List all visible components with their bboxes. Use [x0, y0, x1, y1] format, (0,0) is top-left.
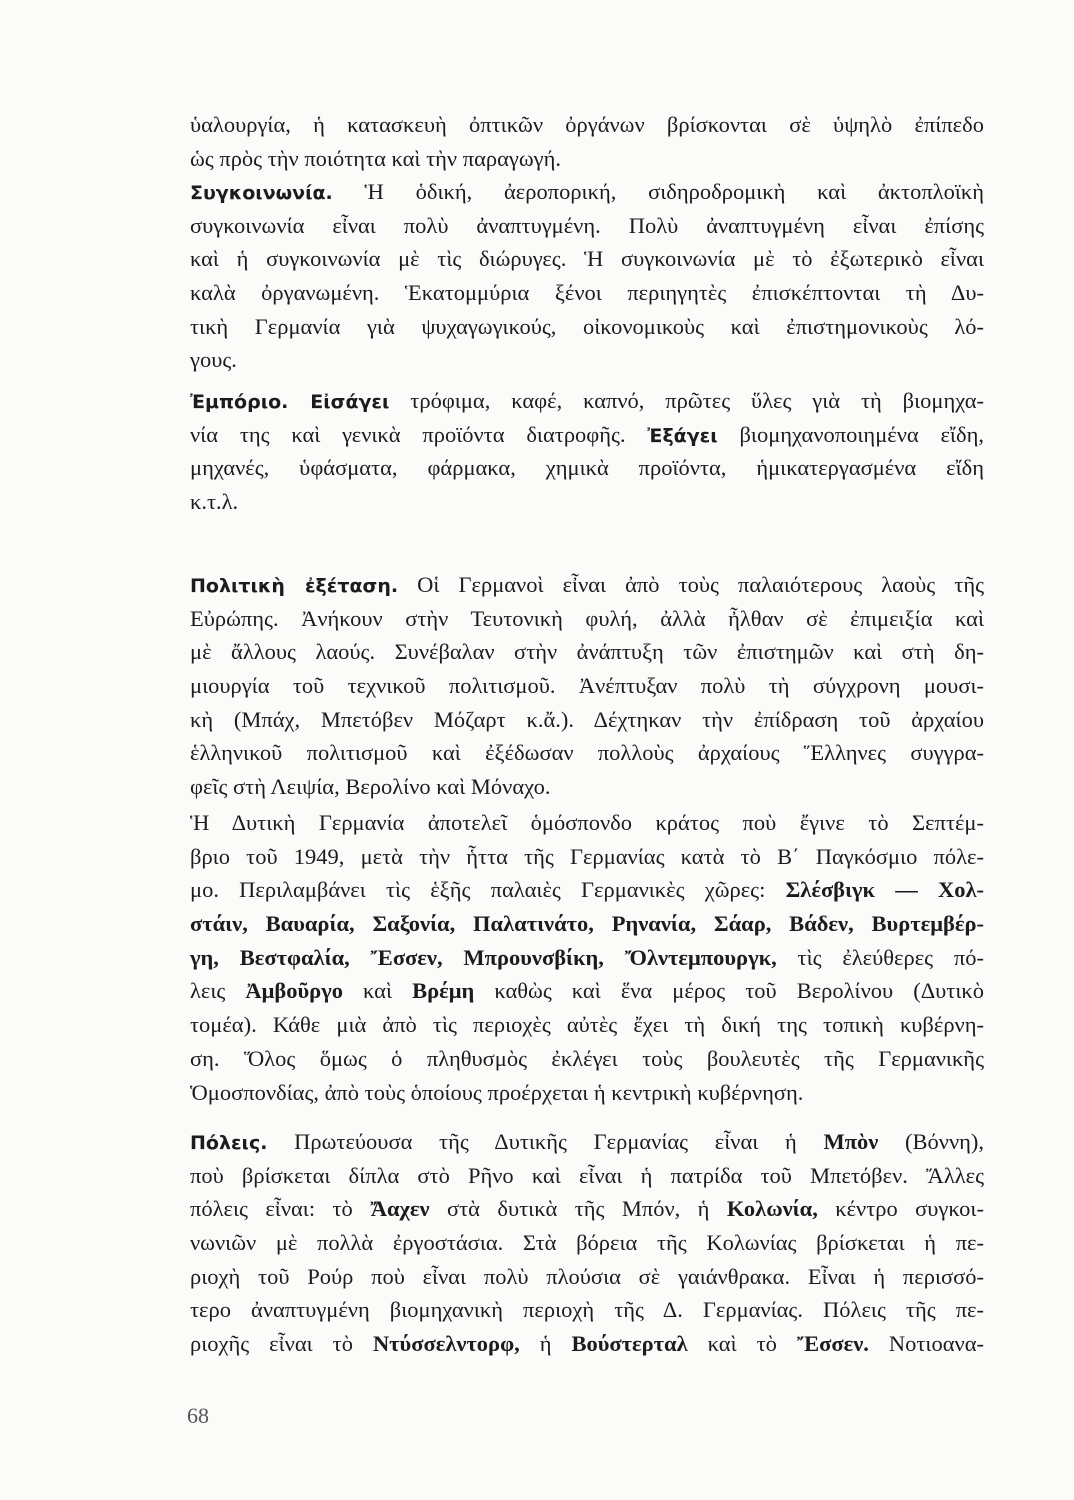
- text-line: [190, 974, 984, 1008]
- paragraph-transport: [190, 175, 984, 377]
- bold-term: στάιν, Βαυαρία, Σαξονία, Παλατινάτο, Ρηνανία, Σάαρ, Βάδεν, Βυρτεμβέρ-: [190, 911, 984, 937]
- paragraph-federal-state: [190, 806, 984, 1109]
- text-span: Νοτιοανα-: [868, 1331, 984, 1357]
- text-line: καλὰ ὀργανωμένη. Ἑκατομμύρια ξένοι περιηγητὲς ἐπισκέπτονται τὴ Δυ-: [190, 280, 984, 306]
- page-number: 68: [187, 1403, 209, 1428]
- text-line: νωνιῶν μὲ πολλὰ ἐργοστάσια. Στὰ βόρεια τῆς Κολωνίας βρίσκεται ἡ πε-: [190, 1230, 984, 1256]
- text-line: ὑαλουργία, ἡ κατασκευὴ ὀπτικῶν ὀργάνων βρίσκονται σὲ ὑψηλὸ ἐπίπεδο: [190, 112, 984, 137]
- bold-term: γη, Βεστφαλία, Ἔσσεν, Μπρουνσβίκη, Ὄλντεμπουργκ,: [190, 944, 777, 970]
- text-line: [190, 907, 984, 941]
- text-span: Ἡ ὁδική, ἀεροπορική, σιδηροδρομικὴ καὶ ἀκτοπλοϊκὴ: [332, 179, 984, 204]
- text-line: [190, 384, 984, 418]
- text-line: ποὺ βρίσκεται δίπλα στὸ Ρῆνο καὶ εἶναι ἡ πατρίδα τοῦ Μπετόβεν. Ἄλλες: [190, 1162, 984, 1188]
- bold-term: Εἰσάγει: [288, 391, 390, 413]
- section-heading-transport: Συγκοινωνία.: [190, 182, 333, 204]
- text-line: συγκοινωνία εἶναι πολὺ ἀναπτυγμένη. Πολὺ ἀναπτυγμένη εἶναι ἐπίσης: [190, 212, 984, 238]
- text-line: φεῖς στὴ Λειψία, Βερολίνο καὶ Μόναχο.: [190, 774, 551, 800]
- paragraph-intro-continuation: [190, 108, 984, 175]
- text-line: τομέα). Κάθε μιὰ ἀπὸ τὶς περιοχὲς αὐτὲς ἔχει τὴ δική της τοπικὴ κυβέρνη-: [190, 1012, 984, 1038]
- text-span: καθὼς καὶ ἕνα μέρος τοῦ Βερολίνου (Δυτικὸ: [474, 978, 984, 1004]
- text-line: ὡς πρὸς τὴν ποιότητα καὶ τὴν παραγωγή.: [190, 145, 561, 171]
- text-span: Πρωτεύουσα τῆς Δυτικῆς Γερμανίας εἶναι ἡ: [267, 1129, 824, 1154]
- bold-term: Σλέσβιγκ — Χολ-: [785, 877, 984, 903]
- paragraph-cities: [190, 1125, 984, 1361]
- text-span: τὶς ἐλεύθερες πό-: [776, 944, 984, 970]
- text-span: καὶ τὸ: [687, 1331, 797, 1357]
- text-span: Οἱ Γερμανοὶ εἶναι ἀπὸ τοὺς παλαιότερους λαοὺς τῆς: [398, 572, 984, 597]
- text-line: τερο ἀναπτυγμένη βιομηχανικὴ περιοχὴ τῆς Δ. Γερμανίας. Πόλεις τῆς πε-: [190, 1297, 984, 1323]
- bold-term: Ἔσσεν.: [796, 1331, 869, 1357]
- text-line: [190, 418, 984, 452]
- text-line: [190, 941, 984, 975]
- text-line: καὶ ἡ συγκοινωνία μὲ τὶς διώρυγες. Ἡ συγκοινωνία μὲ τὸ ἐξωτερικὸ εἶναι: [190, 246, 984, 272]
- section-heading-cities: Πόλεις.: [190, 1132, 268, 1154]
- section-heading-trade: Ἐμπόριο.: [190, 391, 289, 413]
- bold-term: Βούστερταλ: [571, 1331, 688, 1357]
- text-span: στὰ δυτικὰ τῆς Μπόν, ἡ: [429, 1196, 727, 1222]
- text-line: τικὴ Γερμανία γιὰ ψυχαγωγικούς, οἰκονομικοὺς καὶ ἐπιστημονικοὺς λό-: [190, 313, 984, 339]
- text-line: μιουργία τοῦ τεχνικοῦ πολιτισμοῦ. Ἀνέπτυξαν πολὺ τὴ σύγχρονη μουσι-: [190, 673, 984, 699]
- text-span: ἡ: [519, 1331, 572, 1357]
- book-page: [190, 0, 984, 1500]
- bold-term: Ἐξάγει: [647, 424, 718, 447]
- text-line: [190, 873, 984, 907]
- text-span: βιομηχανοποιημένα εἴδη,: [717, 421, 984, 447]
- text-line: ἑλληνικοῦ πολιτισμοῦ καὶ ἐξέδωσαν πολλοὺς ἀρχαίους Ἕλληνες συγγρα-: [190, 740, 984, 766]
- text-span: (Βόννη),: [878, 1129, 984, 1154]
- text-line: κὴ (Μπάχ, Μπετόβεν Μόζαρτ κ.ἄ.). Δέχτηκαν τὴν ἐπίδραση τοῦ ἀρχαίου: [190, 706, 984, 732]
- bold-term: Ἀμβοῦργο: [245, 978, 343, 1004]
- bold-term: Βρέμη: [412, 978, 475, 1004]
- text-span: τρόφιμα, καφέ, καπνό, πρῶτες ὕλες γιὰ τὴ βιομηχα-: [389, 388, 984, 413]
- text-line: [190, 1192, 984, 1226]
- bold-term: Ντύσσελντορφ,: [372, 1331, 520, 1357]
- text-line: Εὐρώπης. Ἀνήκουν στὴν Τευτονικὴ φυλή, ἀλλὰ ἦλθαν σὲ ἐπιμειξία καὶ: [190, 605, 984, 631]
- text-line: ριοχὴ τοῦ Ρούρ ποὺ εἶναι πολὺ πλούσια σὲ γαιάνθρακα. Εἶναι ἡ περισσό-: [190, 1263, 984, 1289]
- text-line: κ.τ.λ.: [190, 489, 239, 515]
- text-span: ριοχῆς εἶναι τὸ: [190, 1331, 373, 1357]
- text-span: λεις: [190, 978, 246, 1004]
- text-span: κέντρο συγκοι-: [817, 1196, 984, 1222]
- text-line: γους.: [190, 347, 237, 373]
- text-line: [190, 1125, 984, 1159]
- text-line: βριο τοῦ 1949, μετὰ τὴν ἧττα τῆς Γερμανίας κατὰ τὸ Β΄ Παγκόσμιο πόλε-: [190, 843, 984, 869]
- text-span: μο. Περιλαμβάνει τὶς ἑξῆς παλαιὲς Γερμανικὲς χῶρες:: [190, 877, 786, 903]
- paragraph-trade: [190, 384, 984, 519]
- text-line: μὲ ἄλλους λαούς. Συνέβαλαν στὴν ἀνάπτυξη τῶν ἐπιστημῶν καὶ στὴ δη-: [190, 639, 984, 665]
- bold-term: Μπὸν: [823, 1129, 879, 1154]
- text-line: Ἡ Δυτικὴ Γερμανία ἀποτελεῖ ὁμόσπονδο κράτος ποὺ ἔγινε τὸ Σεπτέμ-: [190, 810, 984, 835]
- text-line: μηχανές, ὑφάσματα, φάρμακα, χημικὰ προϊόντα, ἡμικατεργασμένα εἴδη: [190, 455, 984, 481]
- text-line: [190, 568, 984, 602]
- text-line: [190, 175, 984, 209]
- text-span: νία της καὶ γενικὰ προϊόντα διατροφῆς.: [190, 421, 648, 447]
- text-line: Ὁμοσπονδίας, ἀπὸ τοὺς ὁποίους προέρχεται ἡ κεντρικὴ κυβέρνηση.: [190, 1079, 804, 1105]
- section-heading-political: Πολιτικὴ ἐξέταση.: [190, 575, 399, 597]
- text-line: ση. Ὅλος ὅμως ὁ πληθυσμὸς ἐκλέγει τοὺς βουλευτὲς τῆς Γερμανικῆς: [190, 1045, 984, 1071]
- bold-term: Ἄαχεν: [370, 1196, 430, 1222]
- bold-term: Κολωνία,: [726, 1196, 818, 1222]
- text-line: [190, 1327, 984, 1361]
- paragraph-political: [190, 568, 984, 804]
- text-span: πόλεις εἶναι: τὸ: [190, 1196, 371, 1222]
- text-span: καὶ: [342, 978, 413, 1004]
